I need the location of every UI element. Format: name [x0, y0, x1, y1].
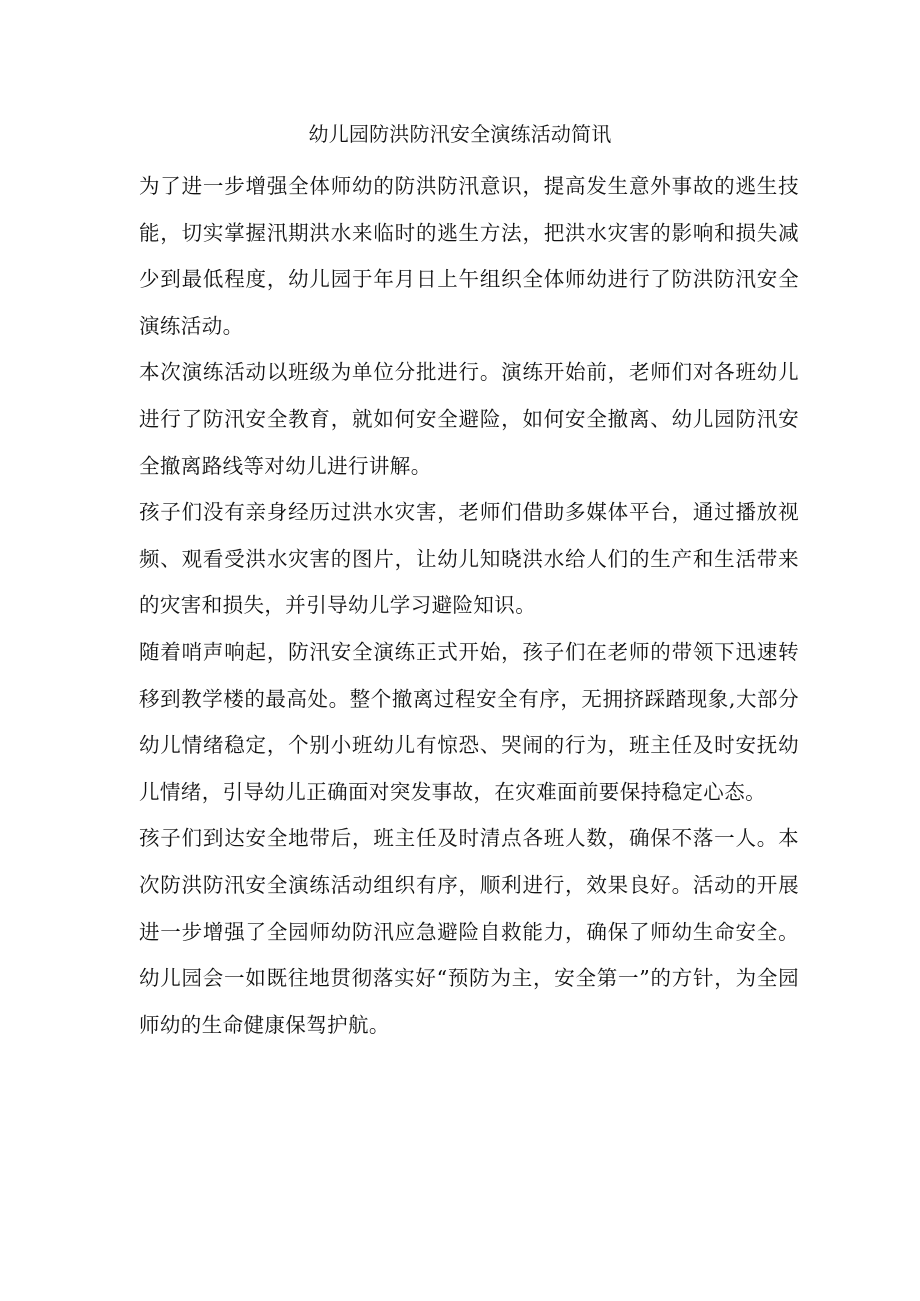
paragraph-intro: 为了进一步增强全体师幼的防洪防汛意识，提高发生意外事故的逃生技能，切实掌握汛期洪水来临时的逃生方法，把洪水灾害的影响和损失减少到最低程度，幼儿园于年月日上午组织全体师幼进行了防洪防汛安全演练活动。 [139, 174, 799, 338]
document-title: 幼儿园防洪防汛安全演练活动简讯 [308, 122, 612, 146]
document-body [139, 163, 799, 1048]
paragraph-preparation: 本次演练活动以班级为单位分批进行。演练开始前，老师们对各班幼儿进行了防汛安全教育，就如何安全避险，如何安全撤离、幼儿园防汛安全撤离路线等对幼儿进行讲解。 [139, 360, 799, 478]
paragraph-summary: 孩子们到达安全地带后，班主任及时清点各班人数，确保不落一人。本次防洪防汛安全演练活动组织有序，顺利进行，效果良好。活动的开展进一步增强了全园师幼防汛应急避险自救能力，确保了师幼生命安全。幼儿园会一如既往地贯彻落实好“预防为主，安全第一”的方针，为全园师幼的生命健康保驾护航。 [139, 826, 799, 1037]
paragraph-education: 孩子们没有亲身经历过洪水灾害，老师们借助多媒体平台，通过播放视频、观看受洪水灾害的图片，让幼儿知晓洪水给人们的生产和生活带来的灾害和损失，并引导幼儿学习避险知识。 [139, 500, 799, 618]
paragraph-drill: 随着哨声响起，防汛安全演练正式开始，孩子们在老师的带领下迅速转移到教学楼的最高处。整个撤离过程安全有序，无拥挤踩踏现象,大部分幼儿情绪稳定，个别小班幼儿有惊恐、哭闹的行为，班主任及时安抚幼儿情绪，引导幼儿正确面对突发事故，在灾难面前要保持稳定心态。 [139, 639, 799, 804]
